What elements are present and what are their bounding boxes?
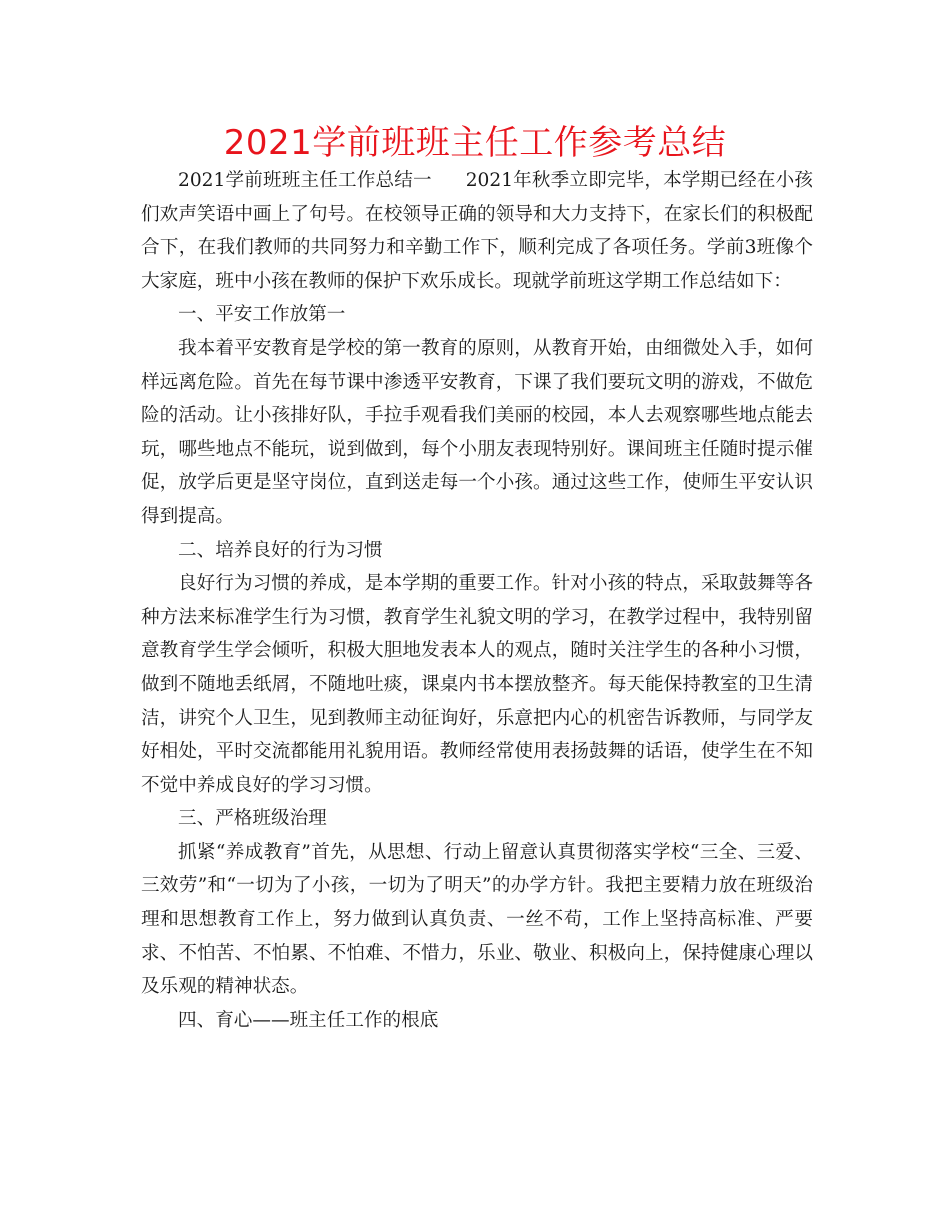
section-paragraph-2: 良好行为习惯的养成，是本学期的重要工作。针对小孩的特点，采取鼓舞等各种方法来标准学生行为习惯，教育学生礼貌文明的学习，在教学过程中，我特别留意教育学生学会倾听，积极大胆地发表本人的观点，随时关注学生的各种小习惯，做到不随地丢纸屑，不随地吐痰，课桌内书本摆放整齐。每天能保持教室的卫生清洁，讲究个人卫生，见到教师主动征询好，乐意把内心的机密告诉教师，与同学友好相处，平时交流都能用礼貌用语。教师经常使用表扬鼓舞的话语，使学生在不知不觉中养成良好的学习习惯。 [141, 573, 813, 796]
section-heading-3: 三、严格班级治理 [178, 808, 327, 830]
section-heading-1: 一、平安工作放第一 [178, 304, 346, 326]
document-body [141, 164, 813, 1037]
intro-text: 2021年秋季立即完毕，本学期已经在小孩们欢声笑语中画上了句号。在校领导正确的领导和大力支持下，在家长们的积极配合下，在我们教师的共同努力和辛勤工作下，顺利完成了各项任务。学前3班像个大家庭，班中小孩在教师的保护下欢乐成长。现就学前班这学期工作总结如下： [141, 170, 813, 292]
section-paragraph-3: 抓紧“养成教育”首先，从思想、行动上留意认真贯彻落实学校“三全、三爱、三效劳”和“一切为了小孩，一切为了明天”的办学方针。我把主要精力放在班级治理和思想教育工作上，努力做到认真负责、一丝不苟，工作上坚持高标准、严要求、不怕苦、不怕累、不怕难、不惜力，乐业、敬业、积极向上，保持健康心理以及乐观的精神状态。 [141, 841, 813, 998]
document-title: 2021学前班班主任工作参考总结 [223, 123, 727, 163]
intro-paragraph [141, 164, 813, 298]
section-heading-4: 四、育心——班主任工作的根底 [178, 1009, 439, 1031]
intro-subtitle: 2021学前班班主任工作总结一 [178, 170, 432, 191]
section-heading-2: 二、培养良好的行为习惯 [178, 539, 383, 561]
section-paragraph-1: 我本着平安教育是学校的第一教育的原则，从教育开始，由细微处入手，如何样远离危险。首先在每节课中渗透平安教育，下课了我们要玩文明的游戏，不做危险的活动。让小孩排好队，手拉手观看我们美丽的校园，本人去观察哪些地点能去玩，哪些地点不能玩，说到做到，每个小朋友表现特别好。课间班主任随时提示催促，放学后更是坚守岗位，直到送走每一个小孩。通过这些工作，使师生平安认识得到提高。 [141, 337, 813, 527]
